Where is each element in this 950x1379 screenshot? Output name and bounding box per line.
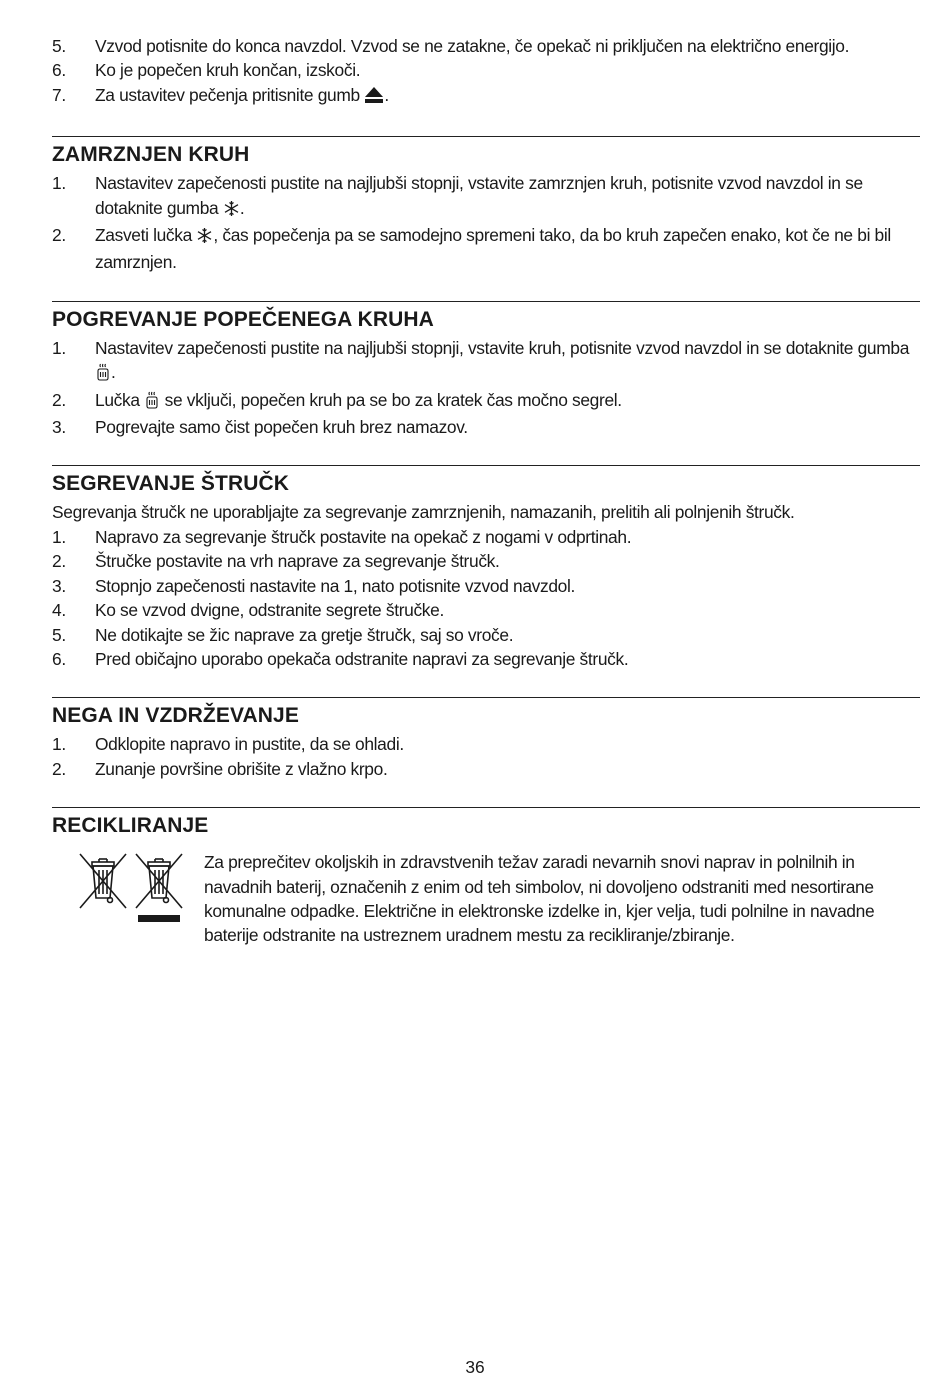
item-number: 2. <box>52 389 66 410</box>
list-item <box>52 171 920 223</box>
item-text <box>95 388 920 415</box>
reheat-steps-list <box>52 336 920 440</box>
care-steps-list <box>52 732 920 781</box>
snowflake-icon <box>196 226 213 250</box>
item-number: 5. <box>52 36 66 56</box>
list-item <box>52 757 920 781</box>
section-heading: POGREVANJE POPEČENEGA KRUHA <box>52 307 434 331</box>
bun-steps-list <box>52 525 920 671</box>
list-item <box>52 83 920 110</box>
frozen-steps-list <box>52 171 920 275</box>
list-item <box>52 623 920 647</box>
item-text: Ko se vzvod dvigne, odstranite segrete štručke. <box>95 600 444 621</box>
list-item <box>52 223 920 275</box>
list-item <box>52 525 920 549</box>
list-item <box>52 34 920 58</box>
item-text-part: . <box>111 362 116 383</box>
item-text-part: Nastavitev zapečenosti pustite na najljubši stopnji, vstavite kruh, potisnite vzvod navzdol in se dotaknite gumba <box>95 337 910 358</box>
item-number: 4. <box>52 600 66 621</box>
item-number: 2. <box>52 225 66 246</box>
section-heading: SEGREVANJE ŠTRUČK <box>52 472 290 496</box>
section-heading: RECIKLIRANJE <box>52 814 209 838</box>
item-text: Pred običajno uporabo opekača odstranite napravi za segrevanje štručk. <box>95 648 629 669</box>
recycling-text: Za preprečitev okoljskih in zdravstvenih težav zaradi nevarnih snovi naprav in polnilnih in navadnih baterij, označenih z enim od teh simbolov, ni dovoljeno odstraniti med nesortirane komunalne odpadke. Električne in elektronske izdelke in, kjer velja, tudi polnilne in navadne baterije odstranite na ustreznem uradnem mestu za recikliranje/zbiranje. <box>204 852 875 946</box>
item-number: 5. <box>52 624 66 645</box>
item-number: 1. <box>52 337 66 358</box>
toasting-steps-list <box>52 34 920 110</box>
item-number: 7. <box>52 84 66 105</box>
item-text <box>95 171 920 223</box>
item-text-part: Lučka <box>95 389 140 410</box>
section-heading: NEGA IN VZDRŽEVANJE <box>52 704 299 728</box>
item-text: Zunanje površine obrišite z vlažno krpo. <box>95 758 388 779</box>
item-number: 2. <box>52 551 66 572</box>
item-number: 3. <box>52 417 66 438</box>
item-text-part: Nastavitev zapečenosti pustite na najljubši stopnji, vstavite zamrznjen kruh, potisnite vzvod navzdol in se dotaknite gumba <box>95 173 863 218</box>
reheat-icon <box>144 391 160 415</box>
recycling-section <box>52 807 920 948</box>
item-number: 3. <box>52 575 66 596</box>
eject-icon <box>364 86 384 110</box>
item-text: Ne dotikajte se žic naprave za gretje štručk, saj so vroče. <box>95 624 514 645</box>
item-text <box>95 336 920 388</box>
list-item <box>52 336 920 388</box>
item-text-part: Za ustavitev pečenja pritisnite gumb <box>95 84 360 105</box>
recycling-icons <box>52 850 204 948</box>
list-item <box>52 647 920 671</box>
item-text: Napravo za segrevanje štručk postavite na opekač z nogami v odprtinah. <box>95 526 632 547</box>
item-text <box>95 223 920 275</box>
reheat-section <box>52 301 920 440</box>
item-text-part: . <box>384 84 389 105</box>
item-number: 6. <box>52 648 66 669</box>
item-number: 6. <box>52 60 66 81</box>
frozen-bread-section <box>52 136 920 275</box>
bun-warming-section <box>52 465 920 671</box>
item-number: 1. <box>52 173 66 194</box>
list-item <box>52 388 920 415</box>
item-number: 1. <box>52 734 66 755</box>
item-text-part: . <box>239 197 245 218</box>
reheat-icon <box>95 363 111 387</box>
list-item <box>52 598 920 622</box>
section-intro: Segrevanja štručk ne uporabljajte za segrevanje zamrznjenih, namazanih, prelitih ali polnjenih štručk. <box>52 502 795 523</box>
page-number: 36 <box>465 1357 485 1377</box>
snowflake-icon <box>223 199 240 223</box>
list-item <box>52 732 920 756</box>
item-text: Ko je popečen kruh končan, izskoči. <box>95 60 361 81</box>
item-text: Stopnjo zapečenosti nastavite na 1, nato potisnite vzvod navzdol. <box>95 575 575 596</box>
list-item <box>52 415 920 439</box>
manual-page <box>52 34 920 948</box>
item-text: Štručke postavite na vrh naprave za segrevanje štručk. <box>95 551 500 572</box>
item-text: Pogrevajte samo čist popečen kruh brez namazov. <box>95 417 468 438</box>
section-heading: ZAMRZNJEN KRUH <box>52 143 250 167</box>
list-item <box>52 574 920 598</box>
crossed-bin-bar-icon <box>134 852 184 948</box>
item-text <box>95 83 920 110</box>
list-item <box>52 58 920 82</box>
item-text-part: se vključi, popečen kruh pa se bo za kratek čas močno segrel. <box>164 389 622 410</box>
crossed-bin-icon <box>78 852 128 948</box>
recycling-block <box>52 850 920 948</box>
item-text: Vzvod potisnite do konca navzdol. Vzvod se ne zatakne, če opekač ni priključen na električno energijo. <box>95 36 850 56</box>
item-text-part: , čas popečenja pa se samodejno spremeni tako, da bo kruh zapečen enako, kot če ne bi bil zamrznjen. <box>95 225 891 273</box>
item-text-part: Zasveti lučka <box>95 225 192 246</box>
item-number: 2. <box>52 758 66 779</box>
list-item <box>52 549 920 573</box>
item-number: 1. <box>52 526 66 547</box>
care-section <box>52 697 920 781</box>
item-text: Odklopite napravo in pustite, da se ohladi. <box>95 734 404 755</box>
